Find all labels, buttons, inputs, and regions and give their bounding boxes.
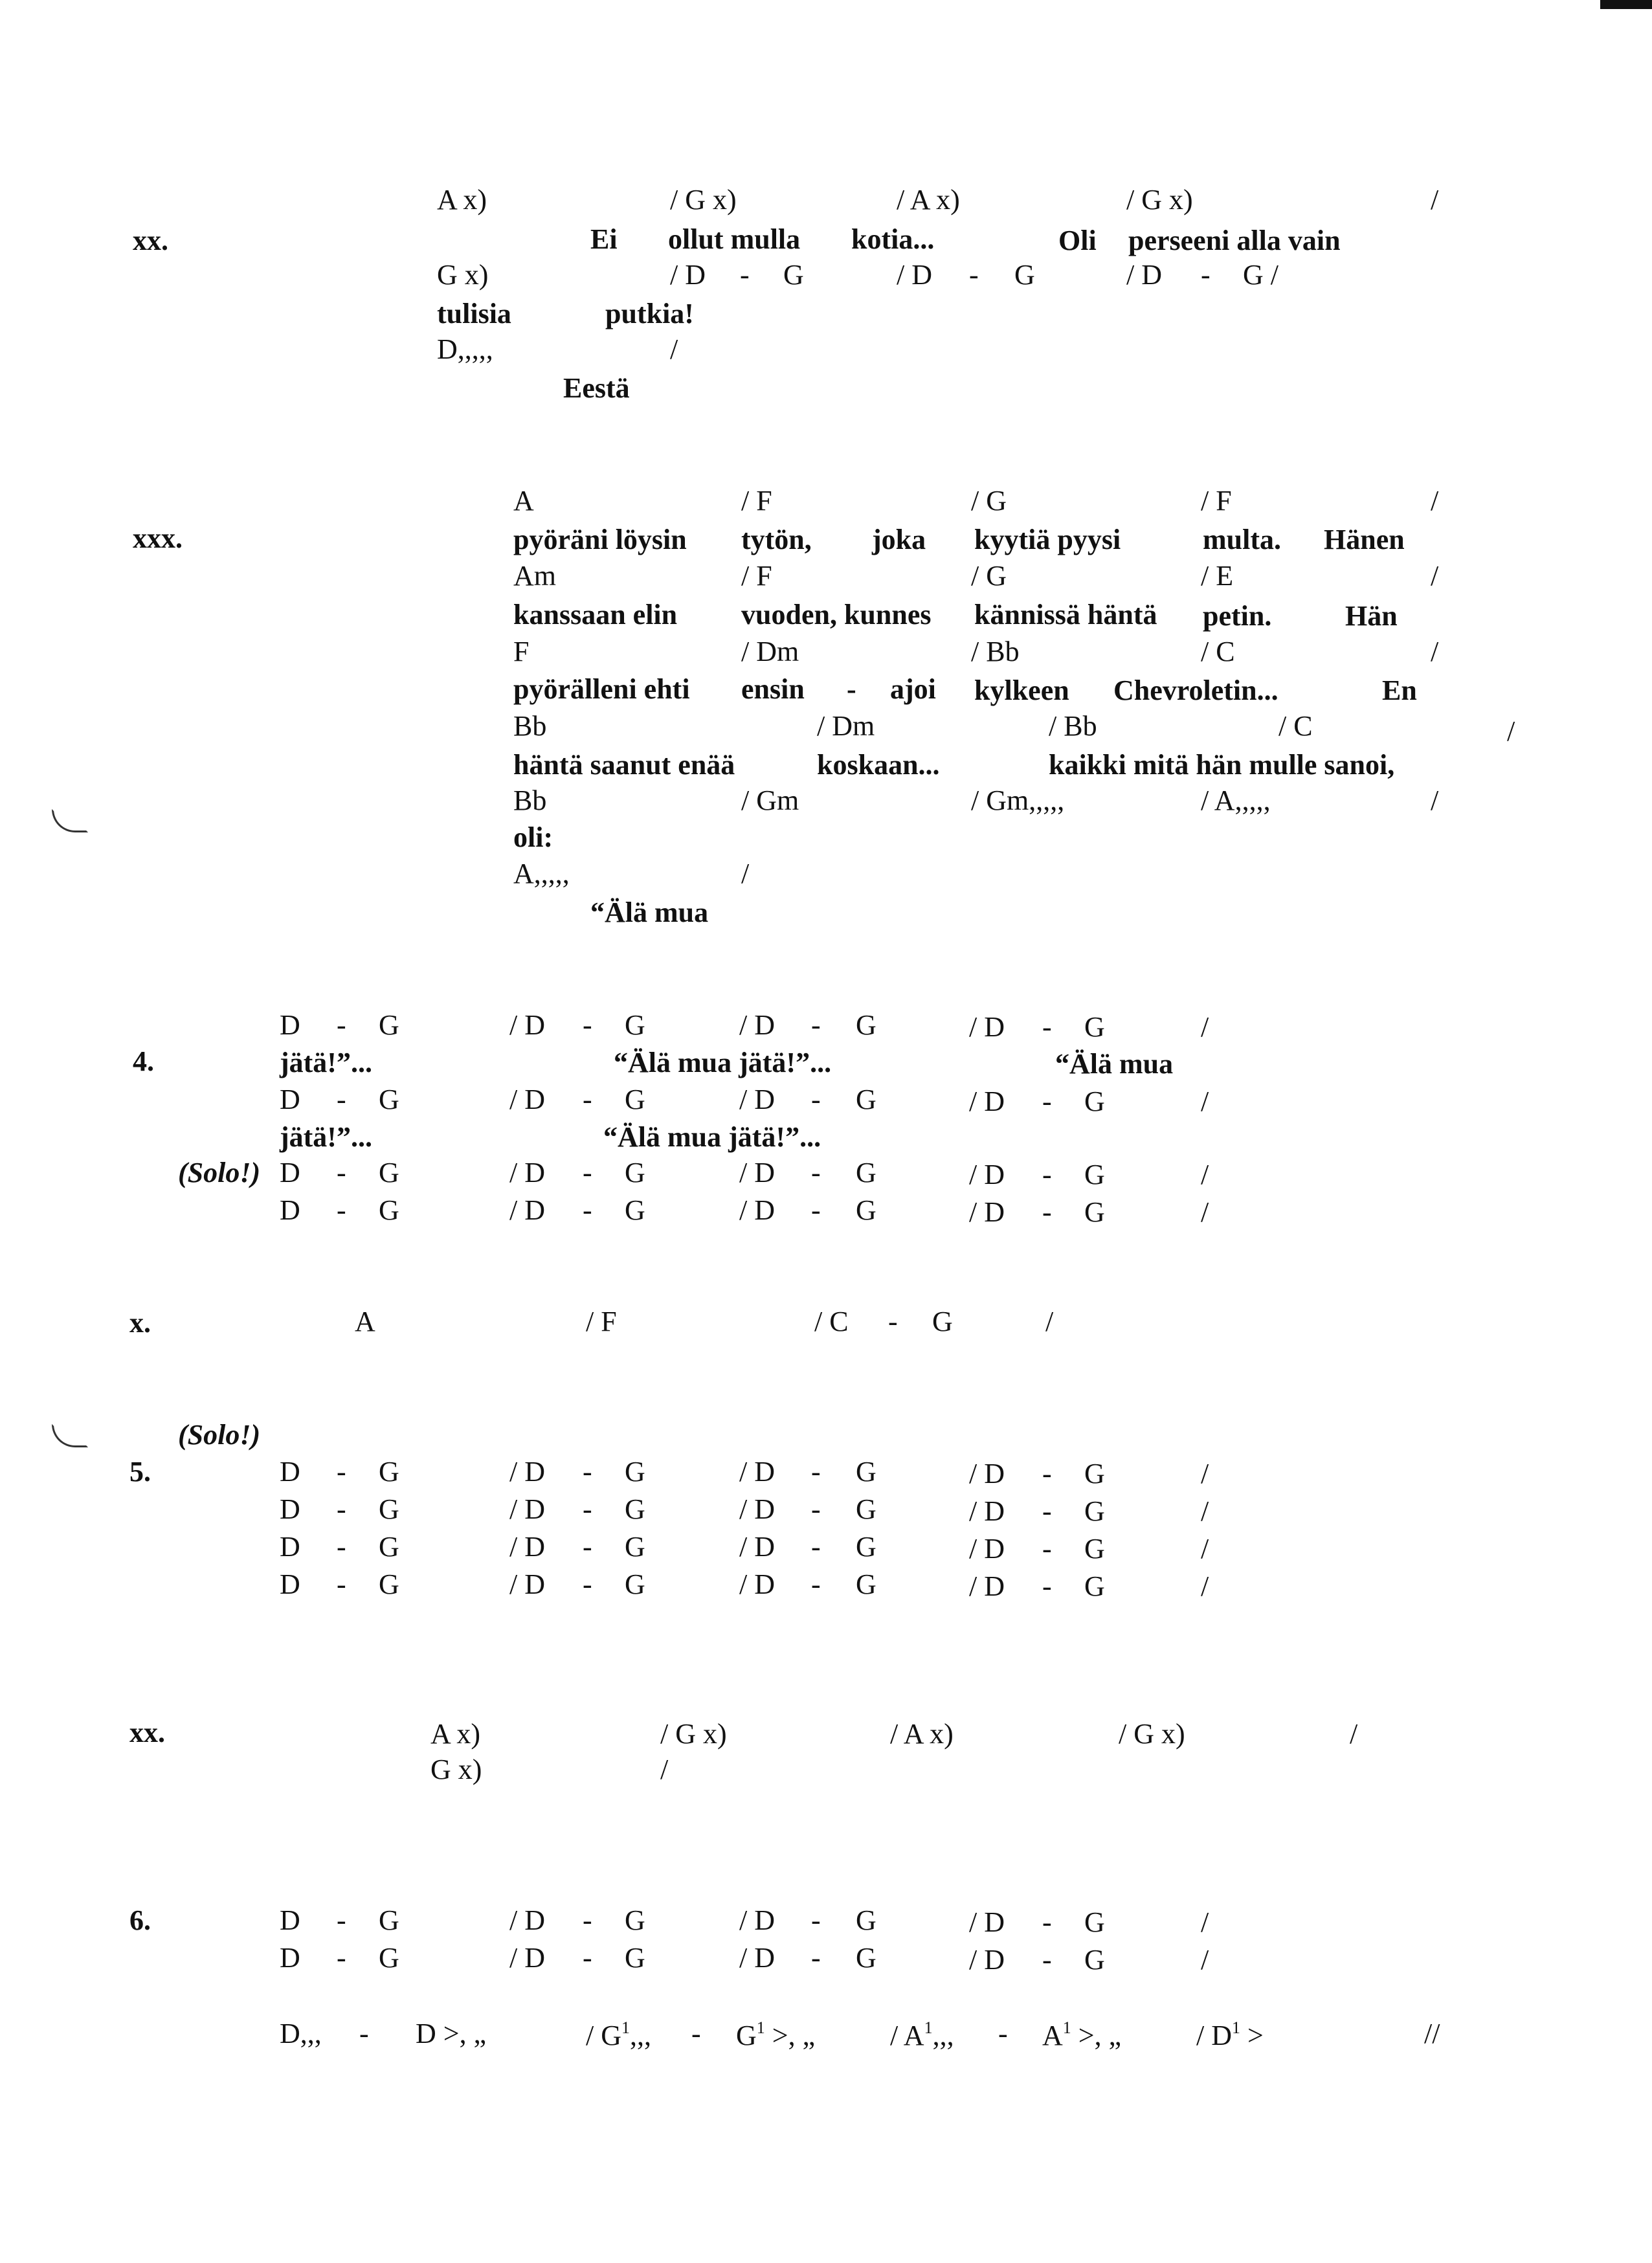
lyric: joka <box>872 524 926 555</box>
margin-tick-mark <box>52 1424 88 1447</box>
chord: / D <box>969 1458 1005 1489</box>
chord: G <box>625 1493 645 1525</box>
chord: D <box>280 1157 300 1188</box>
chord: G <box>856 1531 876 1563</box>
chord: D <box>280 1493 300 1525</box>
chord-separator: - <box>359 2018 369 2049</box>
chord-separator: - <box>583 1194 592 1226</box>
chord-separator: - <box>1042 1196 1052 1228</box>
chord-separator: - <box>998 2018 1008 2049</box>
chord: / <box>1201 1906 1209 1938</box>
chord: / <box>1431 560 1439 592</box>
chord-separator: - <box>337 1194 346 1226</box>
chord: / $D^1$ > <box>1196 2018 1264 2051</box>
chord: / D <box>739 1157 775 1188</box>
chord: D <box>280 1084 300 1115</box>
chord: / <box>1201 1086 1209 1117</box>
chord: A <box>355 1306 375 1337</box>
chord: / G x) <box>670 184 737 216</box>
lyric: Ei <box>590 223 618 255</box>
lyric: kylkeen <box>974 674 1069 706</box>
chord: / D <box>739 1194 775 1226</box>
chord: G <box>379 1009 399 1041</box>
chord: / <box>1507 715 1515 747</box>
chord: / <box>1201 1495 1209 1527</box>
chord-separator: - <box>1042 1533 1052 1565</box>
chord: / A,,,,, <box>1201 785 1271 816</box>
lyric: jätä!”... <box>280 1047 372 1078</box>
chord-separator: - <box>1042 1086 1052 1117</box>
lyric: perseeni alla vain <box>1128 225 1341 256</box>
chord: / <box>1431 184 1439 216</box>
chord-separator: - <box>337 1009 346 1041</box>
chord: / F <box>586 1306 617 1337</box>
chord-separator: - <box>337 1084 346 1115</box>
chord: / D <box>739 1009 775 1041</box>
chord: / D <box>739 1084 775 1115</box>
chord: / F <box>741 560 772 592</box>
lyric: Hän <box>1345 600 1398 632</box>
chord: / Bb <box>971 636 1020 667</box>
chord: / <box>1201 1159 1209 1190</box>
chord: G <box>379 1493 399 1525</box>
chord: G x) <box>437 259 489 291</box>
lyric: koskaan... <box>817 749 940 781</box>
lyric: tytön, <box>741 524 812 555</box>
chord: G <box>379 1904 399 1936</box>
chord-separator: - <box>337 1493 346 1525</box>
chord-separator: - <box>583 1009 592 1041</box>
chord: G <box>1084 1458 1105 1489</box>
chord: G <box>1084 1906 1105 1938</box>
chord: A x) <box>430 1718 480 1750</box>
lyric: “Älä mua jätä!”... <box>614 1047 832 1078</box>
chord-separator: - <box>337 1456 346 1488</box>
chord: G <box>625 1942 645 1974</box>
chord-separator: - <box>811 1531 821 1563</box>
chord: / D <box>969 1570 1005 1602</box>
chord: D <box>280 1194 300 1226</box>
chord-separator: - <box>1042 1159 1052 1190</box>
chord: / D <box>670 259 706 291</box>
chord: D <box>280 1568 300 1600</box>
chord: / D <box>739 1942 775 1974</box>
lyric: jätä!”... <box>280 1121 372 1153</box>
chord-separator: - <box>583 1456 592 1488</box>
chord: G <box>856 1009 876 1041</box>
lyric: pyörälleni ehti <box>513 673 690 705</box>
chord: G <box>379 1942 399 1974</box>
chord: A,,,,, <box>513 858 570 889</box>
chord: G <box>625 1904 645 1936</box>
chord: G <box>379 1568 399 1600</box>
chord: G <box>625 1568 645 1600</box>
chord: / D <box>739 1456 775 1488</box>
lyric: “Älä mua jätä!”... <box>603 1121 821 1153</box>
chord: / D <box>969 1011 1005 1043</box>
lyric: vuoden, kunnes <box>741 599 932 630</box>
chord: / <box>1201 1533 1209 1565</box>
lyric: ensin <box>741 673 805 705</box>
chord: / <box>1201 1196 1209 1228</box>
chord-separator: - <box>691 2018 701 2049</box>
lyric: kyytiä pyysi <box>974 524 1121 555</box>
chord: / <box>1350 1718 1358 1750</box>
chord: G <box>1084 1011 1105 1043</box>
chord: G <box>1084 1533 1105 1565</box>
chord: / Gm <box>741 785 799 816</box>
chord: / E <box>1201 560 1234 592</box>
chord: G <box>379 1194 399 1226</box>
section-label: 5. <box>129 1456 151 1488</box>
lyric: oli: <box>513 821 553 853</box>
chord: / D <box>509 1942 545 1974</box>
chord: / D <box>509 1531 545 1563</box>
chord-separator: - <box>583 1157 592 1188</box>
chord-separator: - <box>969 259 979 291</box>
chord: D <box>280 1531 300 1563</box>
chord: G <box>379 1084 399 1115</box>
chord: G x) <box>430 1754 482 1785</box>
lyric: Oli <box>1058 225 1097 256</box>
chord: G <box>625 1531 645 1563</box>
chord: / D <box>739 1904 775 1936</box>
chord: / G <box>971 485 1007 517</box>
chord-separator: - <box>583 1084 592 1115</box>
chord: / D <box>969 1086 1005 1117</box>
chord: G <box>625 1194 645 1226</box>
chord: / <box>1045 1306 1054 1337</box>
chord-separator: - <box>583 1568 592 1600</box>
chord: G <box>625 1456 645 1488</box>
chord-separator: - <box>337 1904 346 1936</box>
chord-separator: - <box>1042 1458 1052 1489</box>
chord-separator: - <box>811 1194 821 1226</box>
lyric: Hänen <box>1324 524 1405 555</box>
chord: / D <box>509 1194 545 1226</box>
chord: G <box>783 259 804 291</box>
chord: G <box>932 1306 953 1337</box>
lyric: ajoi <box>890 673 936 705</box>
lyric: häntä saanut enää <box>513 749 735 781</box>
chord: G <box>1084 1944 1105 1976</box>
chord: / C <box>814 1306 849 1337</box>
chord: / D <box>509 1904 545 1936</box>
chord: / <box>1201 1011 1209 1043</box>
chord-separator: - <box>811 1084 821 1115</box>
chord: A <box>513 485 534 517</box>
chord-separator: - <box>583 1493 592 1525</box>
chord: Bb <box>513 710 547 742</box>
chord: G <box>379 1157 399 1188</box>
chord-separator: - <box>337 1531 346 1563</box>
chord: / D <box>509 1084 545 1115</box>
lyric: - <box>847 673 856 705</box>
lyric: En <box>1382 674 1417 706</box>
chord-separator: - <box>1042 1011 1052 1043</box>
chord: / A x) <box>890 1718 954 1750</box>
chord-separator: - <box>811 1904 821 1936</box>
chord: / D <box>969 1196 1005 1228</box>
chord: Bb <box>513 785 547 816</box>
chord-separator: - <box>740 259 750 291</box>
lyric: Chevroletin... <box>1113 674 1278 706</box>
chord-separator: - <box>583 1904 592 1936</box>
chord: G <box>856 1084 876 1115</box>
chord: G <box>856 1194 876 1226</box>
section-label: xx. <box>133 225 168 256</box>
solo-marker: (Solo!) <box>178 1419 261 1451</box>
margin-tick-mark <box>52 809 88 832</box>
chord: / D <box>969 1159 1005 1190</box>
chord-separator: - <box>1042 1495 1052 1527</box>
chord: / <box>1431 485 1439 517</box>
chord: / G x) <box>1126 184 1193 216</box>
chord: D <box>280 1942 300 1974</box>
chord: D <box>280 1456 300 1488</box>
lyric: ollut mulla <box>668 223 801 255</box>
chord: G <box>856 1904 876 1936</box>
chord: / D <box>509 1493 545 1525</box>
section-label: x. <box>129 1307 151 1339</box>
chord-separator: - <box>888 1306 898 1337</box>
chord: G <box>1084 1196 1105 1228</box>
lyric: kotia... <box>851 223 935 255</box>
chord-separator: - <box>1042 1944 1052 1976</box>
chord: / D <box>969 1906 1005 1938</box>
chord: D <box>280 1009 300 1041</box>
chord: / D <box>509 1456 545 1488</box>
chord: / D <box>969 1495 1005 1527</box>
chord: / G x) <box>1119 1718 1185 1750</box>
chord: $A^1$ >, „ <box>1042 2018 1122 2051</box>
lyric: pyöräni löysin <box>513 524 687 555</box>
chord: / F <box>741 485 772 517</box>
chord-separator: - <box>811 1942 821 1974</box>
chord: G <box>1084 1495 1105 1527</box>
lyric: “Älä mua <box>1055 1048 1174 1080</box>
chord: / $G^1$,,, <box>586 2018 651 2051</box>
chord: / <box>1201 1458 1209 1489</box>
lyric: kaikki mitä hän mulle sanoi, <box>1049 749 1395 781</box>
chord-separator: - <box>1201 259 1211 291</box>
chord-separator: - <box>811 1157 821 1188</box>
chord: G <box>379 1531 399 1563</box>
chord-separator: - <box>811 1009 821 1041</box>
chord-separator: - <box>583 1942 592 1974</box>
chord: / <box>1201 1944 1209 1976</box>
chord: / G <box>971 560 1007 592</box>
solo-marker: (Solo!) <box>178 1157 261 1188</box>
chord: / D <box>509 1009 545 1041</box>
chord: G <box>856 1568 876 1600</box>
chord: / D <box>509 1568 545 1600</box>
chord: / Dm <box>741 636 799 667</box>
chord: Am <box>513 560 556 592</box>
chord: $G^1$ >, „ <box>736 2018 816 2051</box>
chord: / Gm,,,,, <box>971 785 1065 816</box>
lyric: kännissä häntä <box>974 599 1157 630</box>
chord: G <box>625 1157 645 1188</box>
chord: F <box>513 636 530 667</box>
chord: G <box>856 1493 876 1525</box>
chord-separator: - <box>1042 1906 1052 1938</box>
chord: G <box>856 1456 876 1488</box>
chord: D >, „ <box>416 2018 487 2049</box>
chord: / D <box>739 1493 775 1525</box>
chord-separator: - <box>583 1531 592 1563</box>
section-label: 6. <box>129 1904 151 1936</box>
lyric: petin. <box>1203 600 1272 632</box>
chord: G / <box>1243 259 1278 291</box>
chord: G <box>1084 1159 1105 1190</box>
chord-separator: - <box>337 1157 346 1188</box>
chord: / A x) <box>897 184 960 216</box>
chord-separator: - <box>811 1493 821 1525</box>
chord: / D <box>739 1531 775 1563</box>
chord: / D <box>897 259 932 291</box>
chord: / <box>1201 1570 1209 1602</box>
chord: / <box>741 858 750 889</box>
chord: A x) <box>437 184 487 216</box>
chord: / D <box>969 1944 1005 1976</box>
chord: / C <box>1201 636 1235 667</box>
section-label: 4. <box>133 1045 154 1077</box>
chord-separator: - <box>337 1568 346 1600</box>
section-label: xxx. <box>133 522 183 554</box>
chord: G <box>1014 259 1035 291</box>
chord: G <box>625 1084 645 1115</box>
lyric: multa. <box>1203 524 1281 555</box>
chord: G <box>1084 1086 1105 1117</box>
final-barline: // <box>1424 2018 1440 2049</box>
chord: / D <box>739 1568 775 1600</box>
chord-separator: - <box>337 1942 346 1974</box>
chord-separator: - <box>811 1568 821 1600</box>
chord: / D <box>969 1533 1005 1565</box>
chord: G <box>379 1456 399 1488</box>
chord: / <box>1431 785 1439 816</box>
chord: / D <box>509 1157 545 1188</box>
lyric: Eestä <box>563 372 630 404</box>
chord-separator: - <box>811 1456 821 1488</box>
chord-separator: - <box>1042 1570 1052 1602</box>
chord: / <box>670 333 678 365</box>
chord: / Dm <box>817 710 875 742</box>
chord: / D <box>1126 259 1162 291</box>
scan-edge-mark <box>1600 0 1652 9</box>
section-label: xx. <box>129 1717 165 1748</box>
chord: / G x) <box>660 1718 727 1750</box>
chord: G <box>625 1009 645 1041</box>
chord: D,,,,, <box>437 333 493 365</box>
chord: / <box>660 1754 669 1785</box>
chord: / F <box>1201 485 1232 517</box>
chord: G <box>856 1942 876 1974</box>
chord: D <box>280 1904 300 1936</box>
lyric: putkia! <box>605 298 694 329</box>
chord: G <box>1084 1570 1105 1602</box>
chord: / $A^1$,,, <box>890 2018 954 2051</box>
lyric: “Älä mua <box>590 897 709 928</box>
chord: / <box>1431 636 1439 667</box>
chord: D,,, <box>280 2018 322 2049</box>
chord: / C <box>1278 710 1313 742</box>
lyric: tulisia <box>437 298 511 329</box>
chord: G <box>856 1157 876 1188</box>
lyric: kanssaan elin <box>513 599 678 630</box>
chord: / Bb <box>1049 710 1097 742</box>
